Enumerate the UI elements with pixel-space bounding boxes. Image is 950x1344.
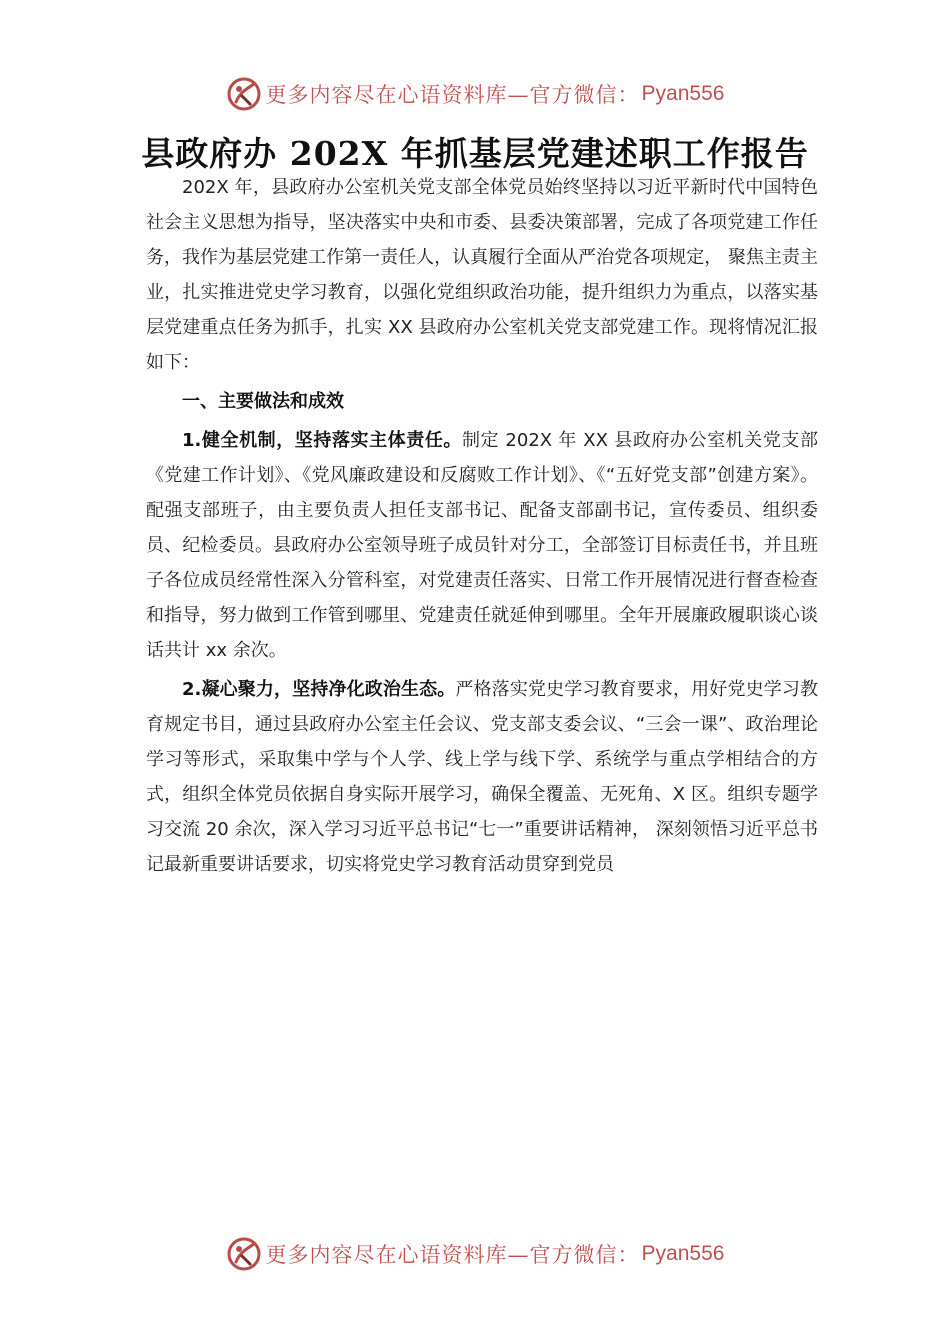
item-1-body: 制定 202X 年 XX 县政府办公室机关党支部《党建工作计划》、《党风廉政建设和反腐败工作计划》、《“五好党支部”创建方案》。配强支部班子，由主要负责人担任支部书记、配备支部副书记，宣传委员、组织委员、纪检委员。县政府办公室领导班子成员针对分工，全部签订目标责任书，并且班子各位成员经常性深入分管科室，对党建责任落实、日常工作开展情况进行督查检查和指导，努力做到工作管到哪里、党建责任就延伸到哪里。全年开展廉政履职谈心谈话共计 xx 余次。: [146, 430, 818, 661]
footer-banner: [0, 1234, 950, 1274]
banner-text: 更多内容尽在心语资料库—官方微信：: [265, 83, 640, 107]
banner-wechat-id: Pyan556: [641, 1242, 725, 1265]
item-2-lead: 2.凝心聚力，坚持净化政治生态。: [182, 679, 456, 700]
item-1-lead: 1.健全机制，坚持落实主体责任。: [182, 430, 462, 451]
banner-wechat-id: Pyan556: [641, 82, 725, 105]
intro-paragraph: 202X 年，县政府办公室机关党支部全体党员始终坚持以习近平新时代中国特色社会主义思想为指导，坚决落实中央和市委、县委决策部署，完成了各项党建工作任务，我作为基层党建工作第一责任人，认真履行全面从严治党各项规定， 聚焦主责主业，扎实推进党史学习教育，以强化党组织政治功能，提升组织力为重点，以落实基层党建重点任务为抓手，扎实 XX 县政府办公室机关党支部党建工作。现将情况汇报如下：: [146, 177, 818, 373]
document-body: [146, 170, 818, 882]
item-2-body: 严格落实党史学习教育要求，用好党史学习教育规定书目，通过县政府办公室主任会议、党支部支委会议、“三会一课”、政治理论学习等形式，采取集中学与个人学、线上学与线下学、系统学与重点学相结合的方式，组织全体党员依据自身实际开展学习，确保全覆盖、无死角、X 区。组织专题学习交流 20 余次，深入学习习近平总书记“七一”重要讲话精神， 深刻领悟习近平总书记最新重要讲话要求，切实将党史学习教育活动贯穿到党员: [146, 679, 818, 875]
logo-icon: [226, 1236, 262, 1272]
document-title: 县政府办 202X 年抓基层党建述职工作报告: [141, 134, 809, 173]
banner-text: 更多内容尽在心语资料库—官方微信：: [265, 1243, 640, 1267]
header-banner: [0, 74, 950, 114]
logo-icon: [226, 76, 262, 112]
section-heading: 一、主要做法和成效: [182, 391, 344, 412]
item-1-paragraph: [146, 423, 818, 668]
item-2-paragraph: [146, 672, 818, 882]
